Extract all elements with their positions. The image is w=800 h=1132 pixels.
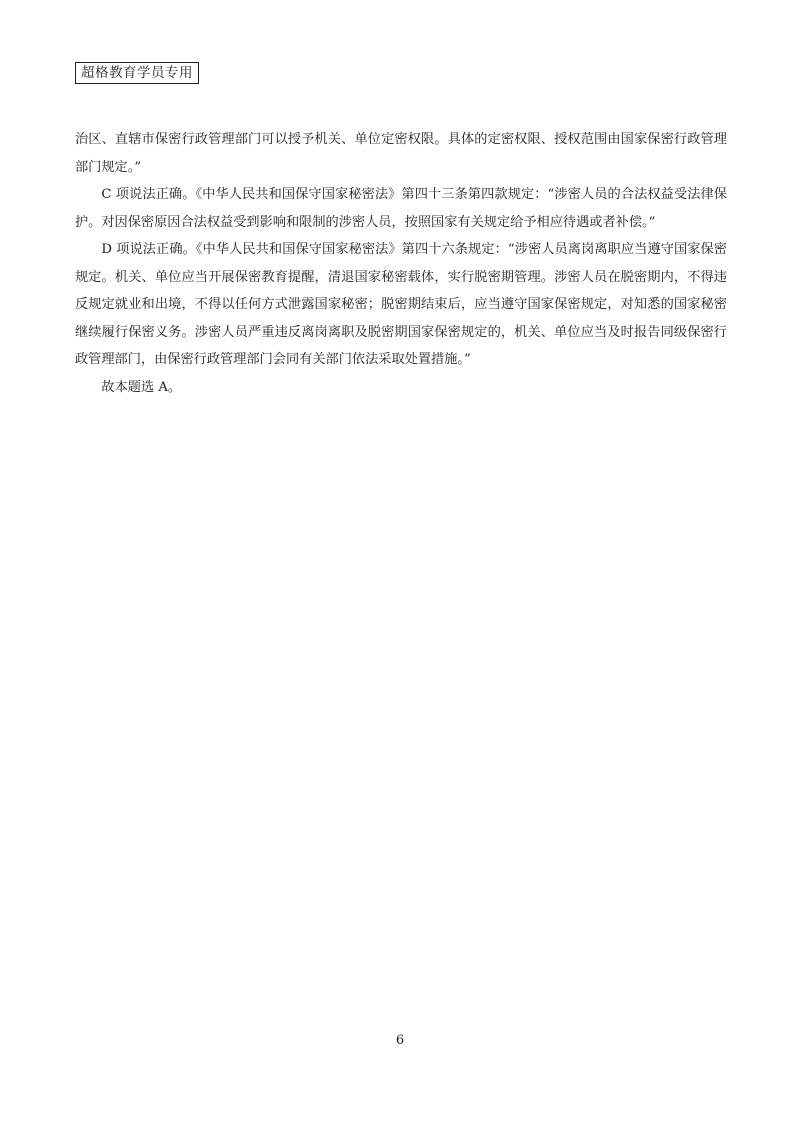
page-number: 6 <box>395 1033 405 1048</box>
paragraph-answer: 故本题选 A。 <box>101 379 182 395</box>
document-body <box>75 126 727 401</box>
paragraph-option-c: C 项说法正确。《中华人民共和国保守国家秘密法》第四十三条第四款规定：“涉密人员的合法权益受法律保护。对因保密原因合法权益受到影响和限制的涉密人员，按照国家有关规定给予相应待遇或者补偿。” <box>75 187 727 230</box>
header-tag: 超格教育学员专用 <box>75 62 199 84</box>
paragraph-option-d: D 项说法正确。《中华人民共和国保守国家秘密法》第四十六条规定：“涉密人员离岗离职应当遵守国家保密规定。机关、单位应当开展保密教育提醒，清退国家秘密载体，实行脱密期管理。涉密人员在脱密期内，不得违反规定就业和出境，不得以任何方式泄露国家秘密；脱密期结束后，应当遵守国家保密规定，对知悉的国家秘密继续履行保密义务。涉密人员严重违反离岗离职及脱密期国家保密规定的，机关、单位应当及时报告同级保密行政管理部门，由保密行政管理部门会同有关部门依法采取处置措施。” <box>75 242 727 367</box>
paragraph-continuation: 治区、直辖市保密行政管理部门可以授予机关、单位定密权限。具体的定密权限、授权范围由国家保密行政管理部门规定。” <box>75 132 727 175</box>
